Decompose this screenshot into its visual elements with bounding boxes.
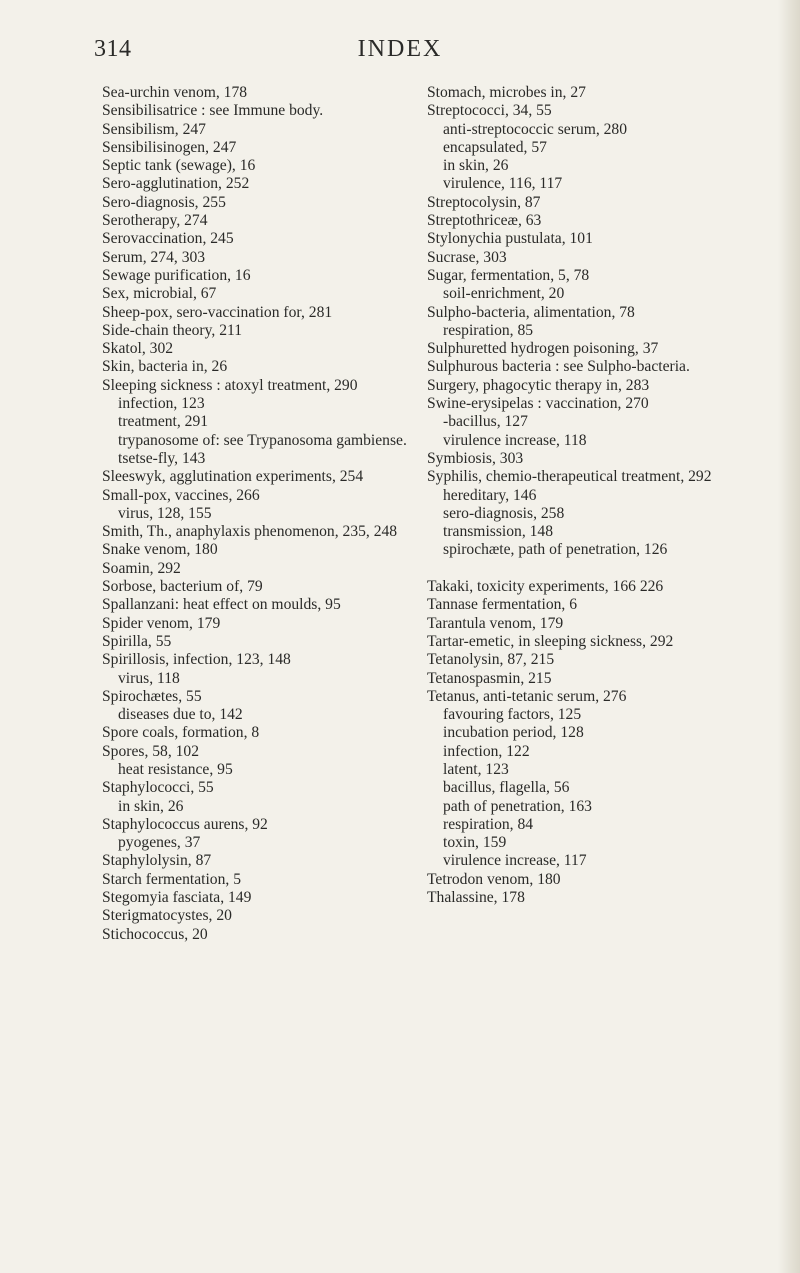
index-entry: Spirillosis, infection, 123, 148 — [102, 651, 291, 669]
index-entry: Stylonychia pustulata, 101 — [427, 230, 593, 248]
index-subentry: virulence increase, 118 — [443, 431, 587, 449]
index-entry: Skatol, 302 — [102, 340, 174, 358]
index-subentry: sero-diagnosis, 258 — [443, 504, 565, 522]
index-subentry: heat resistance, 95 — [118, 760, 233, 778]
index-entry: Staphylococcus aurens, 92 — [102, 815, 268, 833]
index-entry: Symbiosis, 303 — [427, 449, 524, 467]
index-entry: Small-pox, vaccines, 266 — [102, 486, 260, 504]
index-subentry: virulence increase, 117 — [443, 852, 587, 870]
index-entry: Sucrase, 303 — [427, 248, 507, 266]
index-entry: Spider venom, 179 — [102, 614, 221, 632]
index-entry: Tetanolysin, 87, 215 — [427, 651, 555, 669]
index-entry: Thalassine, 178 — [427, 889, 525, 907]
index-entry: Serotherapy, 274 — [102, 212, 208, 230]
index-subentry: toxin, 159 — [443, 834, 507, 852]
index-entry: Septic tank (sewage), 16 — [102, 157, 256, 175]
index-entry: Sensibilisatrice : see Immune body. — [102, 102, 324, 120]
index-entry: Sea-urchin venom, 178 — [102, 84, 248, 101]
index-entry: Swine-erysipelas : vaccination, 270 — [427, 395, 649, 413]
index-entry: Sugar, fermentation, 5, 78 — [427, 266, 590, 284]
index-entry: Streptococci, 34, 55 — [427, 102, 552, 120]
index-subentry: infection, 123 — [118, 395, 205, 413]
index-subentry: spirochæte, path of penetration, 126 — [443, 541, 668, 559]
page-edge-shadow — [778, 0, 800, 1273]
index-subentry: treatment, 291 — [118, 413, 209, 431]
index-entry: Sewage purification, 16 — [102, 266, 251, 284]
index-entry: Snake venom, 180 — [102, 541, 218, 559]
index-entry: Tarantula venom, 179 — [427, 614, 564, 632]
index-subentry: hereditary, 146 — [443, 486, 537, 504]
index-entry: Spore coals, formation, 8 — [102, 724, 260, 742]
index-entry: Sulphuretted hydrogen poisoning, 37 — [427, 340, 659, 358]
index-subentry: encapsulated, 57 — [443, 138, 547, 156]
index-subentry: favouring factors, 125 — [443, 706, 582, 724]
index-subentry: anti-streptococcic serum, 280 — [443, 120, 628, 138]
index-entry: Stegomyia fasciata, 149 — [102, 889, 252, 907]
index-subentry: path of penetration, 163 — [443, 797, 592, 815]
index-column-right — [427, 84, 757, 907]
page-header — [0, 36, 800, 68]
index-entry: Sex, microbial, 67 — [102, 285, 217, 303]
index-subentry: bacillus, flagella, 56 — [443, 779, 570, 797]
index-entry: Stichococcus, 20 — [102, 925, 208, 943]
index-entry: Sorbose, bacterium of, 79 — [102, 578, 263, 596]
index-entry: Streptothriceæ, 63 — [427, 212, 542, 230]
index-entry: Spirilla, 55 — [102, 632, 172, 650]
index-entry: Sensibilisinogen, 247 — [102, 138, 237, 156]
index-subentry: incubation period, 128 — [443, 724, 584, 742]
index-entry: Spores, 58, 102 — [102, 742, 200, 760]
index-entry: Tetanus, anti-tetanic serum, 276 — [427, 687, 627, 705]
index-entry: Surgery, phagocytic therapy in, 283 — [427, 376, 650, 394]
index-subentry: -bacillus, 127 — [443, 413, 528, 431]
index-entry: Tetrodon venom, 180 — [427, 870, 561, 888]
index-subentry: trypanosome of: see Trypanosoma gambiense. — [118, 431, 407, 449]
index-entry: Sero-diagnosis, 255 — [102, 193, 226, 211]
index-entry: Takaki, toxicity experiments, 166 226 — [427, 578, 664, 596]
index-entry: Sero-agglutination, 252 — [102, 175, 250, 193]
index-subentry: diseases due to, 142 — [118, 706, 243, 724]
index-entry: Serovaccination, 245 — [102, 230, 234, 248]
index-entry: Tannase fermentation, 6 — [427, 596, 578, 614]
index-entry: Starch fermentation, 5 — [102, 870, 241, 888]
index-subentry: respiration, 84 — [443, 815, 534, 833]
index-entry: Smith, Th., anaphylaxis phenomenon, 235, 248 — [102, 523, 398, 541]
index-subentry: in skin, 26 — [443, 157, 509, 175]
index-entry: Sensibilism, 247 — [102, 120, 206, 138]
index-entry: Sulphurous bacteria : see Sulpho-bacteria. — [427, 358, 690, 376]
page-number: 314 — [94, 36, 132, 62]
index-subentry: virus, 118 — [118, 669, 180, 687]
index-entry: Spirochætes, 55 — [102, 687, 202, 705]
index-entry: Syphilis, chemio-therapeutical treatment, 292 — [427, 468, 712, 486]
index-entry: Serum, 274, 303 — [102, 248, 206, 266]
index-entry: Sheep-pox, sero-vaccination for, 281 — [102, 303, 333, 321]
index-subentry: in skin, 26 — [118, 797, 184, 815]
index-entry: Sterigmatocystes, 20 — [102, 907, 232, 925]
index-subentry: virus, 128, 155 — [118, 504, 212, 522]
index-entry: Staphylococci, 55 — [102, 779, 214, 797]
index-column-left — [102, 84, 432, 944]
index-subentry: tsetse-fly, 143 — [118, 449, 206, 467]
index-subentry: transmission, 148 — [443, 523, 554, 541]
index-entry: Skin, bacteria in, 26 — [102, 358, 228, 376]
index-entry: Sulpho-bacteria, alimentation, 78 — [427, 303, 635, 321]
index-entry: Tetanospasmin, 215 — [427, 669, 552, 687]
index-subentry: respiration, 85 — [443, 321, 534, 339]
index-subentry: infection, 122 — [443, 742, 530, 760]
index-entry: Streptocolysin, 87 — [427, 193, 541, 211]
index-entry: Side-chain theory, 211 — [102, 321, 243, 339]
index-subentry: latent, 123 — [443, 760, 509, 778]
index-subentry: pyogenes, 37 — [118, 834, 201, 852]
index-entry: Spallanzani: heat effect on moulds, 95 — [102, 596, 341, 614]
index-entry: Sleeping sickness : atoxyl treatment, 290 — [102, 376, 358, 394]
index-entry: Soamin, 292 — [102, 559, 181, 577]
index-subentry: virulence, 116, 117 — [443, 175, 563, 193]
index-entry: Stomach, microbes in, 27 — [427, 84, 586, 101]
index-entry: Tartar-emetic, in sleeping sickness, 292 — [427, 632, 674, 650]
index-subentry: soil-enrichment, 20 — [443, 285, 565, 303]
running-title: INDEX — [357, 36, 443, 62]
index-entry: Sleeswyk, agglutination experiments, 254 — [102, 468, 364, 486]
index-entry: Staphylolysin, 87 — [102, 852, 212, 870]
